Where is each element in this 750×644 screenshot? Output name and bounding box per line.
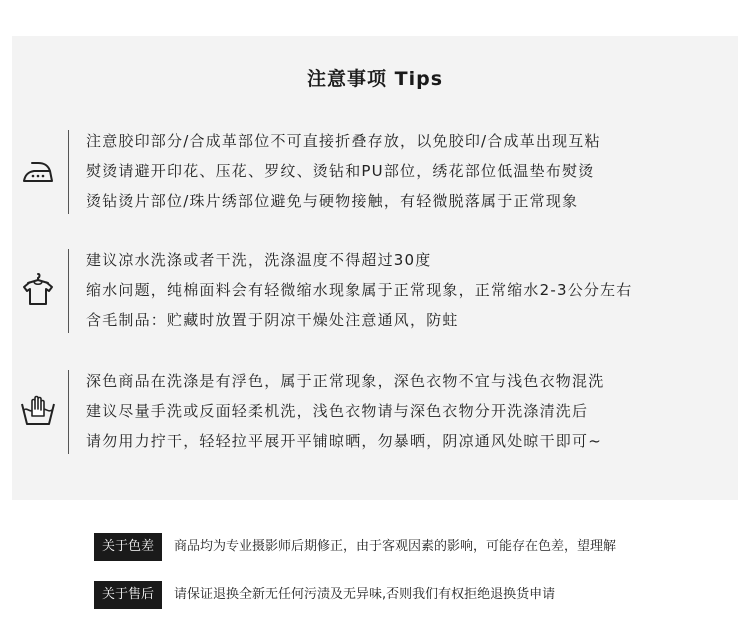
color-difference-text: 商品均为专业摄影师后期修正，由于客观因素的影响，可能存在色差，望理解: [174, 539, 617, 554]
after-sales-text: 请保证退换全新无任何污渍及无异味,否则我们有权拒绝退换货申请: [174, 587, 556, 602]
color-care-tips-text: [86, 366, 604, 456]
tip-line: 烫钻烫片部位/珠片绣部位避免与硬物接触，有轻微脱落属于正常现象: [86, 192, 579, 210]
iron-icon: [18, 151, 58, 191]
tip-line: 含毛制品：贮藏时放置于阴凉干燥处注意通风，防蛀: [86, 311, 459, 329]
page-title: 注意事项 Tips: [307, 68, 443, 90]
after-sales-badge: 关于售后: [94, 581, 162, 609]
section-divider: [68, 249, 69, 333]
tip-line: 缩水问题，纯棉面料会有轻微缩水现象属于正常现象，正常缩水2-3公分左右: [86, 281, 633, 299]
tip-line: 注意胶印部分/合成革部位不可直接折叠存放，以免胶印/合成革出现互粘: [86, 132, 601, 150]
tip-line: 熨烫请避开印花、压花、罗纹、烫钻和PU部位，绣花部位低温垫布熨烫: [86, 162, 595, 180]
washing-tips-text: [86, 245, 633, 335]
tip-line: 建议尽量手洗或反面轻柔机洗，浅色衣物请与深色衣物分开洗涤清洗后: [86, 402, 589, 420]
tip-line: 深色商品在洗涤是有浮色，属于正常现象，深色衣物不宜与浅色衣物混洗: [86, 372, 605, 390]
color-difference-badge: 关于色差: [94, 533, 162, 561]
tip-line: 请勿用力拧干，轻轻拉平展开平铺晾晒，勿暴晒，阴凉通风处晾干即可~: [86, 432, 602, 450]
ironing-tips-text: [86, 126, 601, 216]
hand-wash-icon: [18, 390, 58, 430]
tip-line: 建议凉水洗涤或者干洗，洗涤温度不得超过30度: [86, 251, 432, 269]
shirt-hanger-icon: [18, 270, 58, 310]
section-divider: [68, 130, 69, 214]
section-divider: [68, 370, 69, 454]
